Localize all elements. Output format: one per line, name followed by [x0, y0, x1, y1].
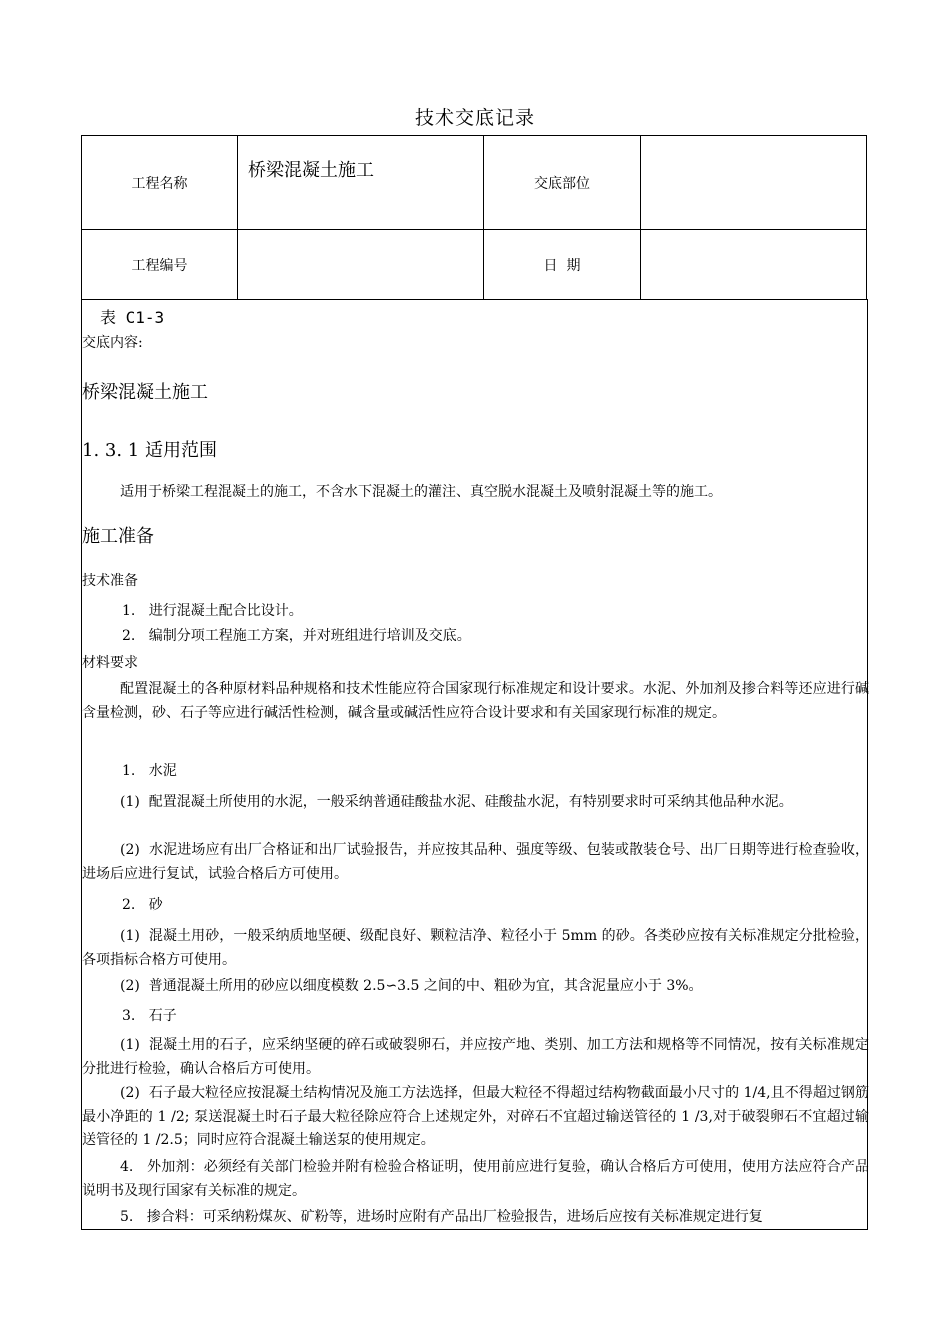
cement-item-2: (2) 水泥进场应有出厂合格证和出厂试验报告，并应按其品种、强度等级、包装或散装仓号、出厂日期等进行检查验收，进场后应进行复试，试验合格后方可使用。 — [82, 842, 869, 882]
project-name-label: 工程名称 — [82, 136, 238, 230]
cement-title: 1. 水泥 — [122, 763, 177, 779]
section-prep: 施工准备 — [82, 526, 154, 547]
tech-prep-heading: 技术准备 — [82, 573, 138, 589]
sand-item-1: (1) 混凝土用砂，一般采纳质地坚硬、级配良好、颗粒洁净、粒径小于 5mm 的砂。各类砂应按有关标准规定分批检验，各项指标合格方可使用。 — [82, 928, 869, 968]
project-no-label: 工程编号 — [82, 230, 238, 300]
document-title: 技术交底记录 — [414, 107, 535, 129]
project-name-value[interactable]: 桥梁混凝土施工 — [238, 136, 484, 230]
part-label: 交底部位 — [484, 136, 641, 230]
material-heading: 材料要求 — [82, 655, 138, 671]
stone-title: 3. 石子 — [122, 1008, 177, 1024]
sand-title: 2. 砂 — [122, 897, 163, 913]
admixture-item: 4. 外加剂：必须经有关部门检验并附有检验合格证明，使用前应进行复验，确认合格后方可使用，使用方法应符合产品说明书及现行国家有关标准的规定。 — [82, 1159, 869, 1199]
mineral-item: 5. 掺合料：可采纳粉煤灰、矿粉等，进场时应附有产品出厂检验报告，进场后应按有关标准规定进行复 — [120, 1209, 763, 1225]
project-no-value[interactable] — [238, 230, 484, 300]
table-number: 表 C1-3 — [100, 308, 165, 327]
main-title: 桥梁混凝土施工 — [82, 382, 208, 403]
scope-text: 适用于桥梁工程混凝土的施工，不含水下混凝土的灌注、真空脱水混凝土及喷射混凝土等的施工。 — [120, 484, 722, 500]
section-scope: 1. 3. 1 适用范围 — [82, 440, 217, 461]
date-label: 日 期 — [484, 230, 641, 300]
cement-item-1: (1) 配置混凝土所使用的水泥，一般采纳普通硅酸盐水泥、硅酸盐水泥，有特别要求时可采纳其他品种水泥。 — [120, 794, 793, 810]
content-label: 交底内容: — [82, 335, 143, 351]
content-box — [81, 299, 868, 1230]
header-table — [81, 135, 867, 300]
tech-item-1: 1. 进行混凝土配合比设计。 — [122, 603, 303, 619]
stone-item-1: (1) 混凝土用的石子，应采纳坚硬的碎石或破裂卵石，并应按产地、类别、加工方法和规格等不同情况，按有关标准规定分批进行检验，确认合格后方可使用。 — [82, 1037, 869, 1077]
tech-item-2: 2. 编制分项工程施工方案，并对班组进行培训及交底。 — [122, 628, 471, 644]
part-value[interactable] — [641, 136, 867, 230]
date-value[interactable] — [641, 230, 867, 300]
stone-item-2: (2) 石子最大粒径应按混凝土结构情况及施工方法选择，但最大粒径不得超过结构物截面最小尺寸的 1/4,且不得超过钢筋最小净距的 1 /2; 泵送混凝土时石子最大粒径除应符合上述规定外，对碎石不宜超过输送管径的 1 /3,对于破裂卵石不宜超过输送管径的 1 /2.5；同时应符合混凝土输送泵的使用规定。 — [82, 1085, 869, 1148]
sand-item-2: (2) 普通混凝土所用的砂应以细度模数 2.5∽3.5 之间的中、粗砂为宜，其含泥量应小于 3%。 — [120, 978, 703, 994]
material-text: 配置混凝土的各种原材料品种规格和技术性能应符合国家现行标准规定和设计要求。水泥、外加剂及掺合料等还应进行碱含量检测，砂、石子等应进行碱活性检测，碱含量或碱活性应符合设计要求和有关国家现行标准的规定。 — [82, 681, 869, 721]
